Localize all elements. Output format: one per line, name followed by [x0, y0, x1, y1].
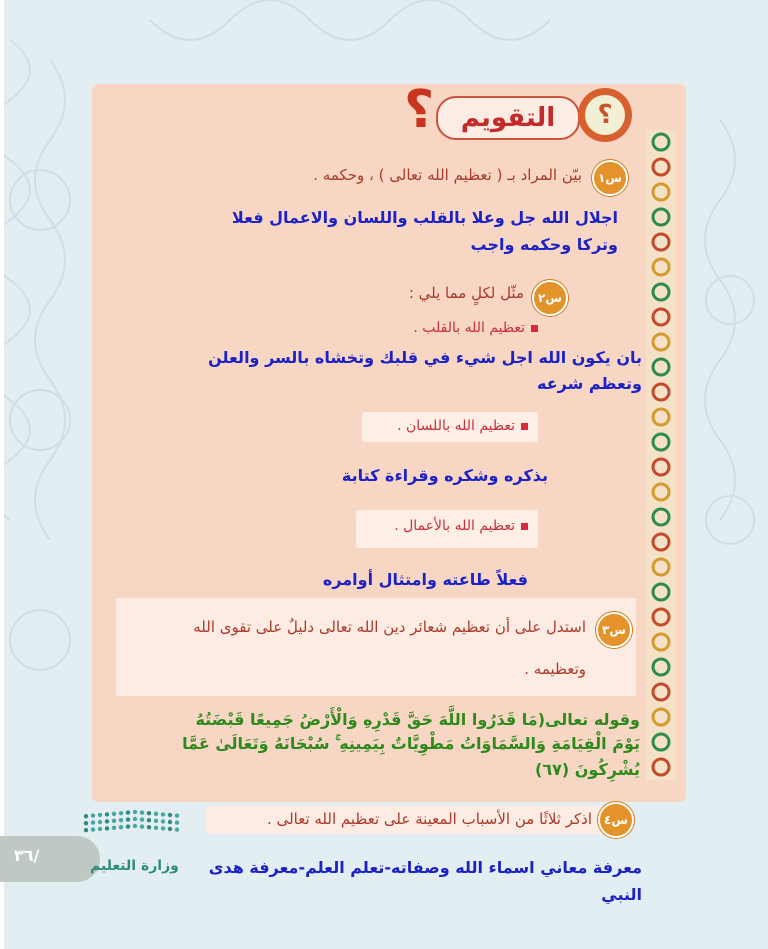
- quran-verse-line2: يَوْمَ الْقِيَامَةِ وَالسَّمَاوَاتُ مَطْوِيَّاتٌ بِيَمِينِهِ ۚ سُبْحَانَهُ وَتَعَالَىٰ عَمَّا: [182, 734, 640, 753]
- question-2-number: س٢: [532, 280, 568, 316]
- question-4-answer-line1: معرفة معاني اسماء الله وصفاته-تعلم العلم-معرفة هدى: [208, 858, 642, 877]
- question-1-answer-line2: وتركا وحكمه واجب: [470, 235, 618, 254]
- question-mark-icon: ؟: [404, 80, 435, 140]
- example-1-label: تعظيم الله بالقلب .: [288, 320, 538, 336]
- question-3-box: [116, 598, 636, 696]
- question-1-text: بيّن المراد بـ ( تعظيم الله تعالى ) ، وحكمه .: [313, 166, 582, 184]
- bullet-square-icon: [531, 325, 538, 332]
- question-4-number: س٤: [598, 802, 634, 838]
- question-4-text: اذكر ثلاثًا من الأسباب المعينة على تعظيم الله تعالى .: [267, 810, 592, 828]
- example-2-label: تعظيم الله باللسان .: [358, 418, 528, 434]
- question-3-text-line2: وتعظيمه .: [524, 660, 586, 678]
- bullet-square-icon: [521, 523, 528, 530]
- example-1-answer-line1: بان يكون الله اجل شيء في قلبك وتخشاه بالسر والعلن: [208, 348, 642, 367]
- example-3-answer: فعلاً طاعته وامتثال أوامره: [322, 570, 528, 589]
- evaluation-badge-icon: [578, 88, 632, 142]
- question-3-text-line1: استدل على أن تعظيم شعائر دين الله تعالى دليلٌ على تقوى الله: [193, 618, 586, 636]
- decorative-border: [646, 130, 676, 780]
- question-1-number: س١: [592, 160, 628, 196]
- example-1-answer-line2: وتعظم شرعه: [536, 374, 642, 393]
- quran-verse-line1: وقوله تعالى(مَا قَدَرُوا اللَّهَ حَقَّ قَدْرِهِ وَالْأَرْضُ جَمِيعًا قَبْضَتُهُ: [195, 710, 640, 729]
- question-3-number: س٣: [596, 612, 632, 648]
- question-1-answer-line1: اجلال الله جل وعلا بالقلب واللسان والاعمال فعلا: [231, 208, 618, 227]
- ministry-name: وزارة التعليم: [90, 858, 179, 874]
- section-title: التقويم: [436, 96, 580, 140]
- question-4-answer-line2: النبي: [601, 885, 642, 904]
- badge-symbol: ؟: [585, 95, 625, 135]
- question-2-text: مثّل لكلٍ مما يلي :: [408, 284, 524, 302]
- example-2-answer: بذكره وشكره وقراءة كتابة: [341, 466, 548, 485]
- bullet-square-icon: [521, 423, 528, 430]
- example-3-label: تعظيم الله بالأعمال .: [358, 518, 528, 534]
- quran-verse-line3: يُشْرِكُونَ (٦٧): [535, 760, 640, 779]
- page-number: ٣٦/: [14, 846, 40, 865]
